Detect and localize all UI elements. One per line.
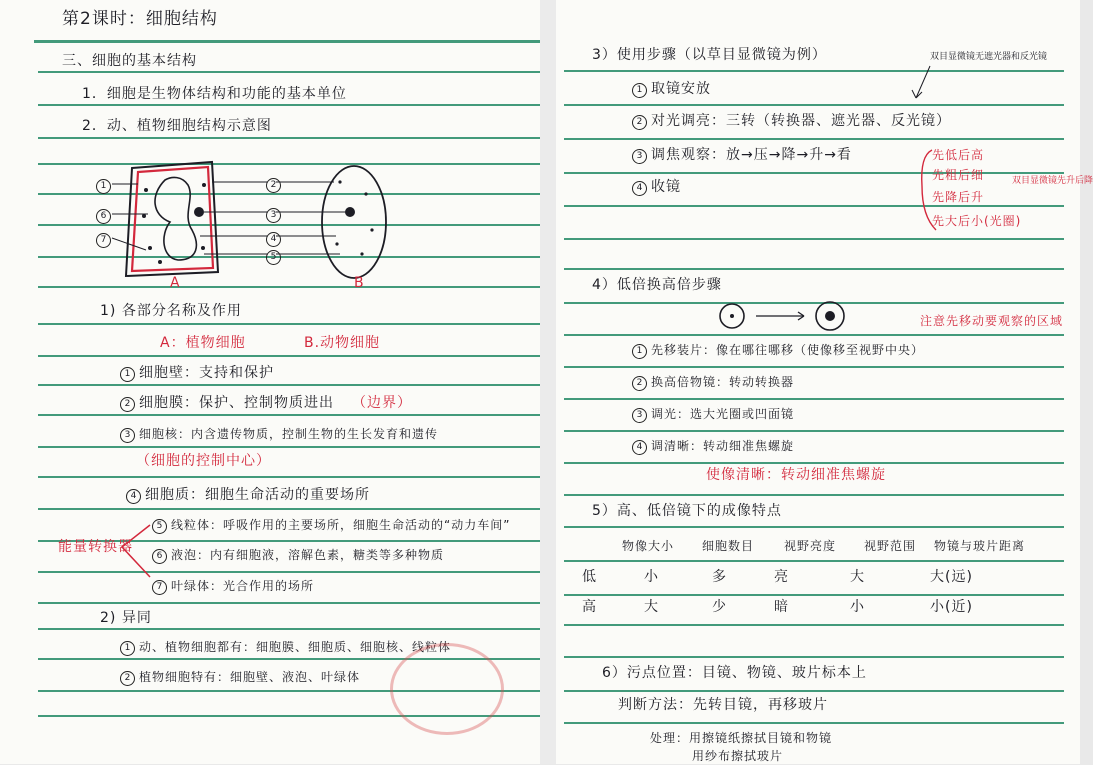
ruled-line	[38, 446, 540, 448]
ruled-line	[38, 414, 540, 416]
ruled-line	[38, 384, 540, 386]
s4-step-row	[632, 405, 794, 423]
similar-text: 动、植物细胞都有：细胞膜、细胞质、细胞核、线粒体	[139, 640, 452, 654]
rule-red: 先大后小(光圈)	[932, 214, 1022, 228]
ruled-line	[564, 70, 1064, 72]
note-control-center: （细胞的控制中心）	[136, 453, 271, 469]
energy-bracket	[116, 515, 186, 585]
ruled-line	[38, 571, 540, 573]
table-cell: 暗	[774, 599, 789, 615]
ruled-line	[38, 508, 540, 510]
part-row	[152, 546, 444, 564]
ruled-line	[564, 494, 1064, 496]
plant-nucleus	[194, 207, 204, 217]
table-header: 物镜与玻片距离	[934, 539, 1026, 553]
different-num: 2	[120, 671, 135, 686]
subsection-1: 1) 各部分名称及作用	[100, 303, 242, 319]
step-num: 1	[632, 344, 647, 359]
s4-step-row	[632, 373, 794, 391]
step-row	[632, 112, 951, 130]
table-cell: 大(远)	[930, 569, 973, 585]
item-2: 2．动、植物细胞结构示意图	[82, 118, 272, 134]
ruled-line	[564, 462, 1064, 464]
s4-red-note: 使像清晰：转动细准焦螺旋	[706, 467, 886, 483]
step-row	[632, 80, 711, 98]
step-num: 2	[632, 376, 647, 391]
similar-num: 1	[120, 641, 135, 656]
animal-nucleus	[345, 207, 355, 217]
part-num: 5	[152, 519, 167, 534]
step-num: 2	[632, 115, 647, 130]
part-num: 6	[152, 549, 167, 564]
s6-handle: 处理：用擦镜纸擦拭目镜和物镜	[650, 731, 833, 745]
note-arrow	[908, 62, 948, 102]
step-text: 调清晰：转动细准焦螺旋	[651, 439, 795, 453]
step-text: 先移装片：像在哪往哪移（使像移至视野中央）	[651, 343, 925, 357]
table-cell: 大	[644, 599, 659, 615]
table-cell: 多	[712, 569, 727, 585]
ruled-line	[564, 205, 1064, 207]
ruled-line	[564, 690, 1064, 692]
part-row	[120, 364, 274, 382]
step-text: 取镜安放	[651, 81, 711, 97]
header-rule	[34, 40, 540, 43]
different-text: 植物细胞特有：细胞壁、液泡、叶绿体	[139, 670, 361, 684]
step-text: 对光调亮：三转（转换器、遮光器、反光镜）	[651, 113, 951, 129]
ruled-line	[564, 526, 1064, 528]
part-text: 细胞膜：保护、控制物质进出	[139, 395, 334, 411]
diagram-num: 1	[96, 179, 111, 194]
s6-handle-2: 用纱布擦拭玻片	[692, 749, 784, 763]
ruled-line	[564, 172, 1064, 174]
label-b: B	[354, 275, 365, 291]
table-cell: 亮	[774, 569, 789, 585]
magnify-illustration	[716, 296, 856, 336]
ruled-line	[564, 366, 1064, 368]
subsection-2: 2) 异同	[100, 610, 152, 626]
chloroplast-dot	[144, 188, 148, 192]
section-6-title: 6）污点位置：目镜、物镜、玻片标本上	[602, 665, 867, 681]
step-num: 4	[632, 181, 647, 196]
part-text: 细胞壁：支持和保护	[139, 365, 274, 381]
step-num: 4	[632, 440, 647, 455]
legend-plant: A：植物细胞	[160, 335, 246, 351]
table-header: 物像大小	[622, 539, 675, 553]
ruled-line	[38, 104, 540, 106]
label-a: A	[170, 275, 181, 291]
rule-red: 先粗后细	[932, 168, 985, 182]
step-row	[632, 146, 852, 164]
diagram-num: 7	[96, 233, 111, 248]
step-text: 调焦观察：放→压→降→升→看	[651, 147, 852, 163]
note-binocular: 双目显微镜无遮光器和反光镜	[930, 52, 1048, 62]
ruled-line	[38, 355, 540, 357]
row-label-low: 低	[582, 569, 597, 585]
ruled-line	[38, 476, 540, 478]
ruled-line	[564, 238, 1064, 240]
section-title: 三、细胞的基本结构	[62, 53, 197, 69]
legend-animal: B.动物细胞	[304, 335, 381, 351]
diagram-num: 6	[96, 209, 111, 224]
table-cell: 小(近)	[930, 599, 973, 615]
part-row	[126, 486, 370, 504]
ruled-line	[564, 104, 1064, 106]
s4-step-row	[632, 341, 924, 359]
right-page	[556, 0, 1093, 764]
table-header: 视野范围	[864, 539, 917, 553]
ruled-line	[564, 624, 1064, 626]
item-1: 1．细胞是生物体结构和功能的基本单位	[82, 86, 347, 102]
s4-step-row	[632, 437, 794, 455]
section-4-title: 4）低倍换高倍步骤	[592, 277, 722, 293]
table-cell: 小	[850, 599, 865, 615]
animal-cell	[322, 166, 386, 278]
ruled-line	[38, 628, 540, 630]
part-row	[120, 425, 438, 443]
part-row	[120, 394, 334, 412]
step-num: 3	[632, 149, 647, 164]
ruled-line	[38, 137, 540, 139]
table-header: 视野亮度	[784, 539, 837, 553]
row-label-high: 高	[582, 599, 597, 615]
step-num: 3	[632, 408, 647, 423]
vacuole	[155, 177, 196, 260]
note-move-first: 注意先移动要观察的区域	[920, 314, 1064, 328]
diagram-num: 4	[266, 232, 281, 247]
part-num: 2	[120, 397, 135, 412]
part-row	[152, 516, 510, 534]
part-text: 线粒体：呼吸作用的主要场所，细胞生命活动的“动力车间”	[171, 518, 511, 532]
step-text: 收镜	[651, 179, 681, 195]
part-num: 3	[120, 428, 135, 443]
red-stamp	[390, 643, 504, 735]
ruled-line	[38, 323, 540, 325]
rule-red: 先降后升	[932, 190, 985, 204]
similar-row	[120, 638, 451, 656]
table-cell: 大	[850, 569, 865, 585]
step-row	[632, 178, 681, 196]
note-energy-converter: 能量转换器	[58, 539, 133, 555]
ruled-line	[564, 656, 1064, 658]
chloroplast-dot	[142, 214, 146, 218]
ruled-line	[38, 602, 540, 604]
step-num: 1	[632, 83, 647, 98]
ruled-line	[564, 398, 1064, 400]
step-text: 调光：选大光圈或凹面镜	[651, 407, 795, 421]
table-cell: 小	[644, 569, 659, 585]
plant-cell-membrane	[132, 167, 213, 271]
s6-judge: 判断方法：先转目镜，再移玻片	[618, 697, 828, 713]
ruled-line	[564, 722, 1064, 724]
note-boundary: （边界）	[352, 395, 412, 411]
table-header: 细胞数目	[702, 539, 755, 553]
part-text: 细胞核：内含遗传物质，控制生物的生长发育和遗传	[139, 427, 439, 441]
diagram-num: 3	[266, 208, 281, 223]
binding-gutter	[540, 0, 556, 764]
diagram-num: 2	[266, 178, 281, 193]
ruled-line	[564, 268, 1064, 270]
part-text: 叶绿体：光合作用的场所	[171, 579, 315, 593]
part-text: 液泡：内有细胞液，溶解色素，糖类等多种物质	[171, 548, 445, 562]
step-text: 换高倍物镜：转动转换器	[651, 375, 795, 389]
part-text: 细胞质：细胞生命活动的重要场所	[145, 487, 370, 503]
chloroplast-dot	[158, 260, 162, 264]
part-num: 1	[120, 367, 135, 382]
left-page	[0, 0, 540, 764]
table-cell: 少	[712, 599, 727, 615]
ruled-line	[564, 138, 1064, 140]
diagram-num: 5	[266, 250, 281, 265]
ruled-line	[564, 594, 1064, 596]
section-3-title: 3）使用步骤（以草目显微镜为例）	[592, 47, 827, 63]
rule-red: 先低后高	[932, 148, 985, 162]
ruled-line	[564, 560, 1064, 562]
part-num: 7	[152, 580, 167, 595]
rules-note: 双目显微镜先升后降	[1012, 176, 1093, 186]
different-row	[120, 668, 360, 686]
ruled-line	[564, 430, 1064, 432]
section-5-title: 5）高、低倍镜下的成像特点	[592, 503, 782, 519]
ruled-line	[38, 71, 540, 73]
chloroplast-dot	[148, 246, 152, 250]
chloroplast-dot	[201, 246, 205, 250]
chloroplast-dot	[202, 183, 206, 187]
part-num: 4	[126, 489, 141, 504]
page-title: 第2课时：细胞结构	[62, 9, 218, 29]
